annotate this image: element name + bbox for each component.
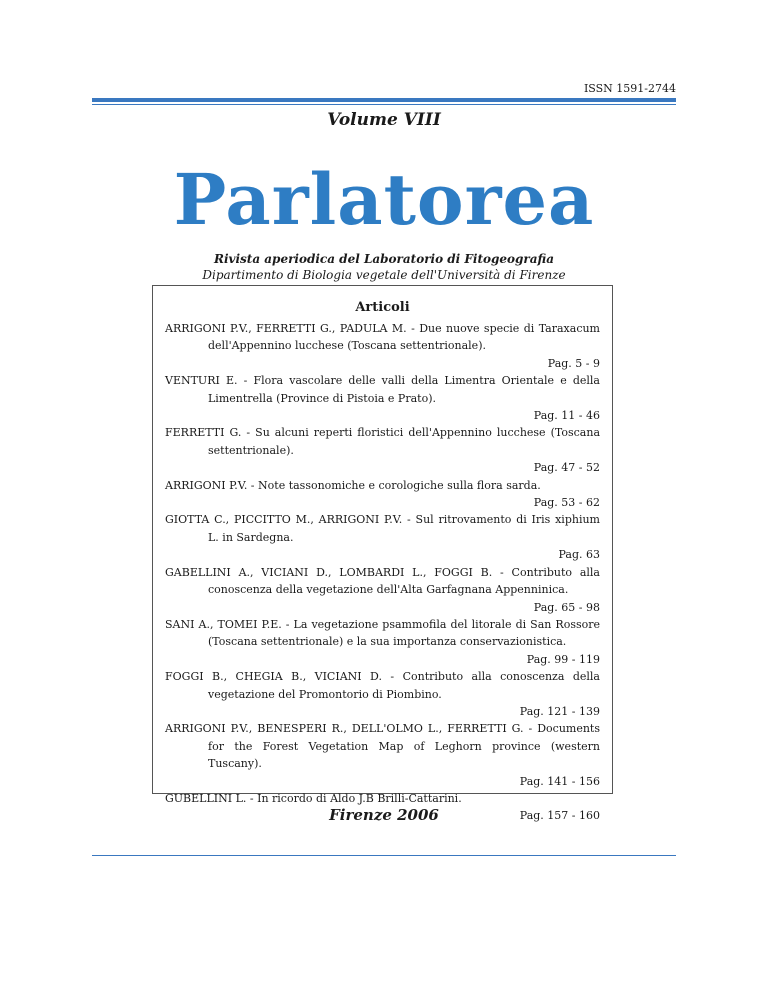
article-item [165, 372, 600, 424]
article-pages: Pag. 5 - 9 [547, 356, 600, 370]
article-text: SANI A., TOMEI P.E. - La vegetazione psammofila del litorale di San Rossore (Toscana settentrionale) e la sua importanza conservazionistica. [165, 617, 600, 649]
article-text: ARRIGONI P.V., BENESPERI R., DELL'OLMO L., FERRETTI G. - Documents for the Forest Vegetation Map of Leghorn province (western Tuscany). [165, 722, 600, 771]
article-pages: Pag. 63 [558, 548, 600, 562]
article-pages: Pag. 99 - 119 [526, 652, 600, 666]
article-pages: Pag. 11 - 46 [533, 409, 600, 423]
article-text: ARRIGONI P.V. - Note tassonomiche e corologiche sulla flora sarda. [165, 478, 541, 492]
volume-label: Volume VIII [327, 110, 441, 130]
articles-heading: Articoli [355, 300, 410, 315]
article-pages: Pag. 121 - 139 [519, 704, 600, 718]
article-item [165, 424, 600, 476]
top-rule [92, 98, 676, 102]
article-item [165, 720, 600, 790]
article-item [165, 511, 600, 563]
issn-label: ISSN 1591-2744 [583, 82, 676, 95]
article-text: VENTURI E. - Flora vascolare delle valli della Limentra Orientale e della Limentrella (Province di Pistoia e Prato). [165, 374, 600, 405]
article-text: FERRETTI G. - Su alcuni reperti floristici dell'Appennino lucchese (Toscana settentrionale). [165, 426, 600, 457]
article-text: GUBELLINI L. - In ricordo di Aldo J.B Brilli-Cattarini. [165, 791, 462, 805]
journal-subtitle: Rivista aperiodica del Laboratorio di Fitogeografia [213, 252, 555, 266]
article-item [165, 320, 600, 372]
top-rule-thin [92, 104, 676, 105]
footer-place-year: Firenze 2006 [329, 806, 439, 824]
article-pages: Pag. 53 - 62 [533, 496, 600, 510]
article-item [165, 616, 600, 668]
bottom-rule [92, 855, 676, 856]
department-label: Dipartimento di Biologia vegetale dell'Università di Firenze [202, 268, 566, 282]
article-pages: Pag. 157 - 160 [519, 809, 600, 823]
article-pages: Pag. 141 - 156 [519, 774, 600, 788]
article-text: ARRIGONI P.V., FERRETTI G., PADULA M. - Due nuove specie di Taraxacum dell'Appennino lucchese (Toscana settentrionale). [165, 322, 600, 353]
article-item [165, 564, 600, 616]
article-text: GIOTTA C., PICCITTO M., ARRIGONI P.V. - Sul ritrovamento di Iris xiphium L. in Sardegna. [165, 513, 600, 544]
article-pages: Pag. 47 - 52 [533, 461, 600, 475]
article-text: FOGGI B., CHEGIA B., VICIANI D. - Contributo alla conoscenza della vegetazione del Promontorio di Piombino. [165, 670, 600, 701]
articles-list [165, 320, 600, 825]
article-text: GABELLINI A., VICIANI D., LOMBARDI L., FOGGI B. - Contributo alla conoscenza della vegetazione dell'Alta Garfagnana Appenninica. [165, 565, 600, 597]
journal-title: Parlatorea [173, 158, 595, 241]
article-item [165, 668, 600, 720]
article-item [165, 477, 600, 512]
article-pages: Pag. 65 - 98 [533, 600, 600, 614]
